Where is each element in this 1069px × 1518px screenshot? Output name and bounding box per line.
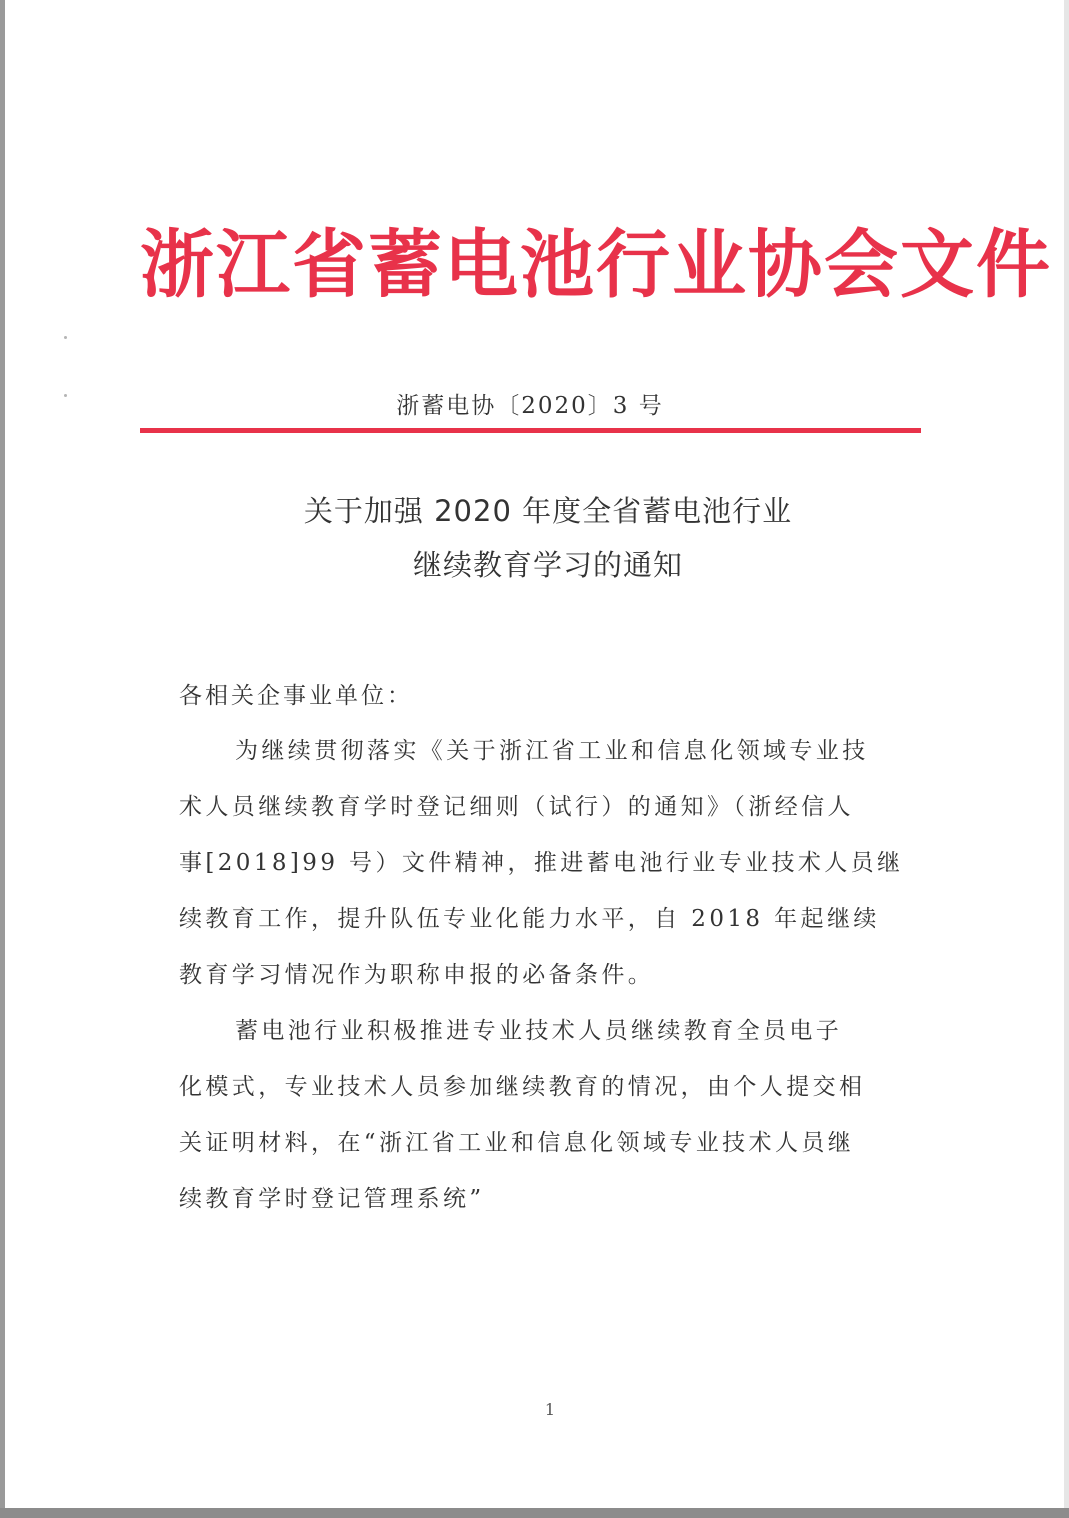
page-number: 1 bbox=[544, 1400, 556, 1419]
scan-speck bbox=[64, 336, 67, 339]
paragraph-1-line: 为继续贯彻落实《关于浙江省工业和信息化领域专业技 bbox=[235, 738, 869, 764]
paragraph-2-line: 续教育学时登记管理系统” bbox=[179, 1186, 485, 1212]
paragraph-2-line: 化模式，专业技术人员参加继续教育的情况，由个人提交相 bbox=[179, 1074, 866, 1100]
scan-edge-bottom bbox=[0, 1508, 1069, 1518]
paragraph-1-line: 教育学习情况作为职称申报的必备条件。 bbox=[179, 962, 655, 988]
paragraph-2-line: 蓄电池行业积极推进专业技术人员继续教育全员电子 bbox=[235, 1018, 843, 1044]
scan-speck bbox=[64, 394, 67, 397]
red-divider-line bbox=[140, 428, 921, 433]
paragraph-1-line: 事[2018]99 号）文件精神，推进蓄电池行业专业技术人员继 bbox=[179, 850, 904, 876]
paragraph-1-line: 续教育工作，提升队伍专业化能力水平，自 2018 年起继续 bbox=[179, 906, 880, 932]
paragraph-2-line: 关证明材料，在“浙江省工业和信息化领域专业技术人员继 bbox=[179, 1130, 855, 1156]
masthead-title: 浙江省蓄电池行业协会文件 bbox=[140, 222, 1052, 308]
salutation: 各相关企事业单位： bbox=[179, 683, 413, 709]
scan-edge-left bbox=[0, 0, 5, 1518]
paragraph-1-line: 术人员继续教育学时登记细则（试行）的通知》（浙经信人 bbox=[179, 794, 854, 820]
scan-edge-right bbox=[1064, 0, 1069, 1518]
notice-title-line-1: 关于加强 2020 年度全省蓄电池行业 bbox=[303, 494, 793, 528]
notice-title-line-2: 继续教育学习的通知 bbox=[412, 548, 683, 582]
document-number: 浙蓄电协〔2020〕3 号 bbox=[396, 393, 664, 419]
